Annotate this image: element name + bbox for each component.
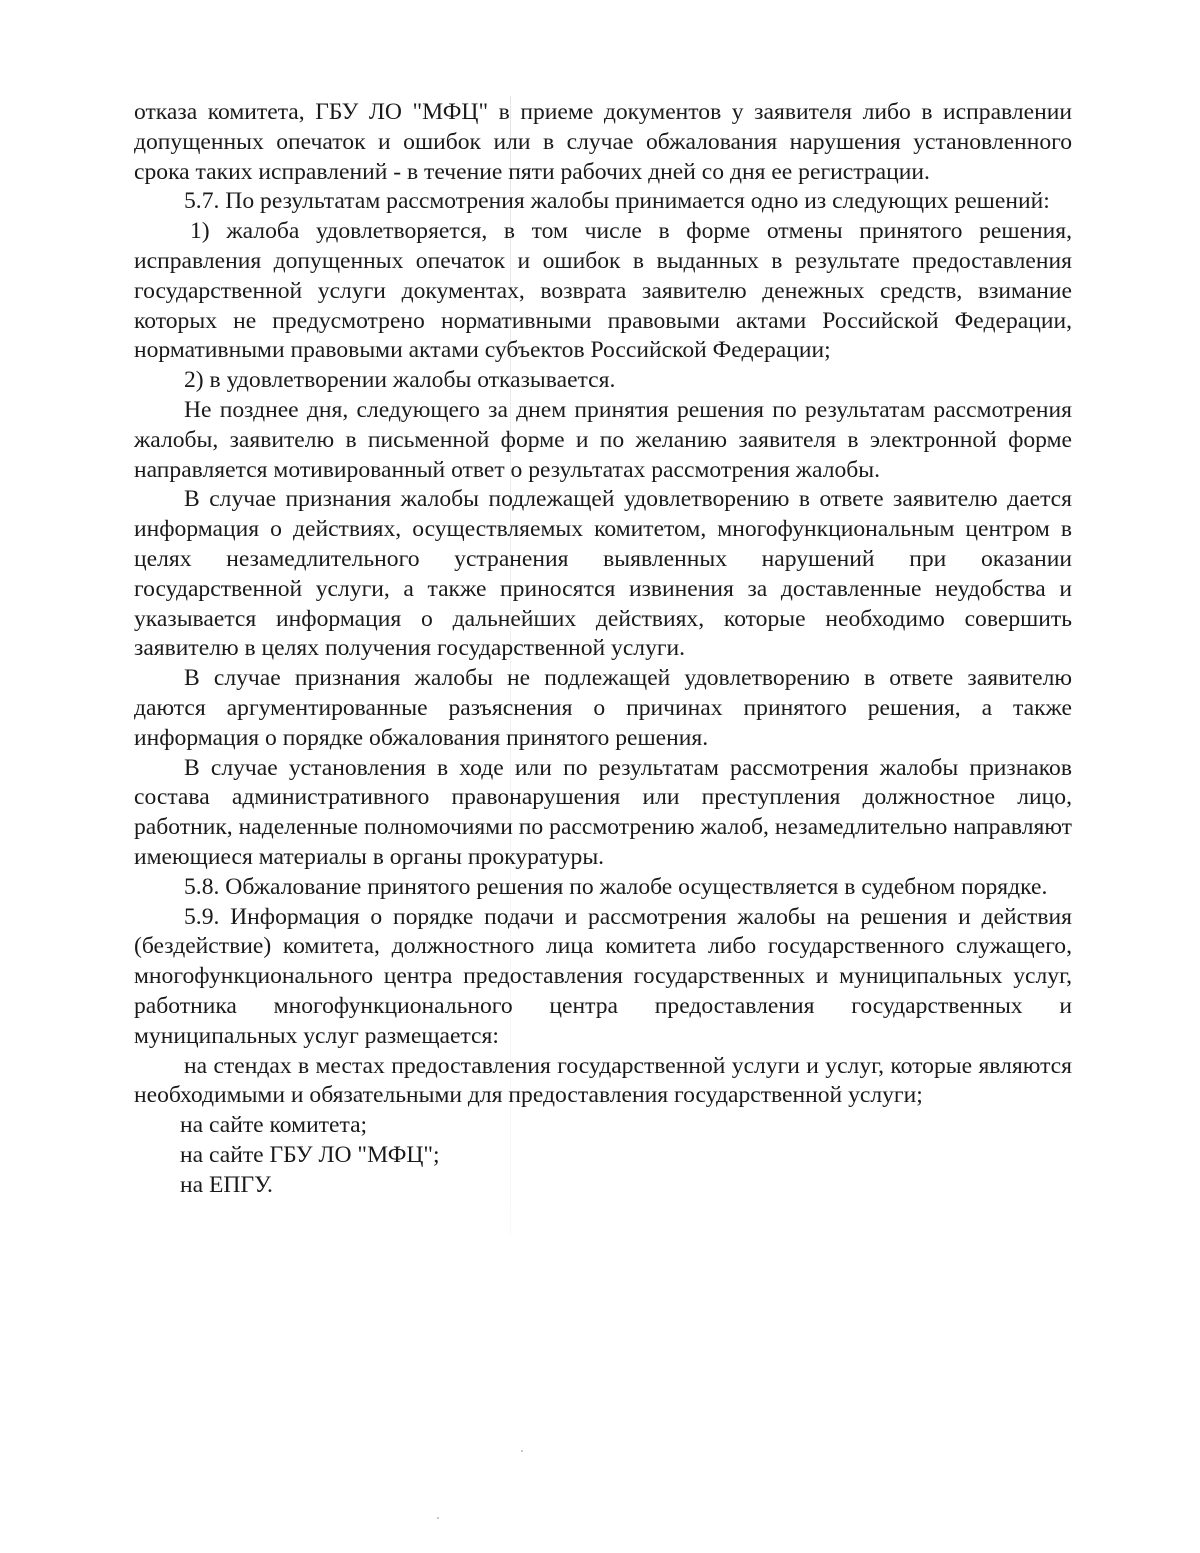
list-item-committee-site: на сайте комитета; — [180, 1112, 368, 1139]
paragraph-response-deadline: Не позднее дня, следующего за днем принятия решения по результатам рассмотрения жалобы, заявителю в письменной форме и по желанию заявителя в электронной форме направляется мотивированный ответ о результатах рассмотрения жалобы. — [134, 396, 1072, 483]
paragraph-violation-case: В случае установления в ходе или по результатам рассмотрения жалобы признаков состава административного правонарушения или преступления должностное лицо, работник, наделенные полномочиями по рассмотрению жалоб, незамедлительно направляют имеющиеся материалы в органы прокуратуры. — [134, 754, 1072, 870]
paragraph-5-9: 5.9. Информация о порядке подачи и рассмотрения жалобы на решения и действия (бездействие) комитета, должностного лица комитета либо государственного служащего, многофункционального центра предоставления государственных и муниципальных услуг, работника многофункционального центра предоставления государственных и муниципальных услуг размещается: — [134, 903, 1072, 1049]
paragraph-decision-2: 2) в удовлетворении жалобы отказывается. — [184, 367, 616, 394]
paragraph-stands: на стендах в местах предоставления государственной услуги и услуг, которые являются необходимыми и обязательными для предоставления государственной услуги; — [134, 1052, 1072, 1109]
list-item-mfc-site: на сайте ГБУ ЛО "МФЦ"; — [180, 1141, 440, 1168]
paragraph-decision-1: 1) жалоба удовлетворяется, в том числе в форме отмены принятого решения, исправления допущенных опечаток и ошибок в выданных в результате предоставления государственной услуги документах, возврата заявителю денежных средств, взимание которых не предусмотрено нормативными правовыми актами Российской Федерации, нормативными правовыми актами субъектов Российской Федерации; — [134, 218, 1072, 364]
paragraph-continuation: отказа комитета, ГБУ ЛО "МФЦ" в приеме документов у заявителя либо в исправлении допущенных опечаток и ошибок или в случае обжалования нарушения установленного срока таких исправлений - в течение пяти рабочих дней со дня ее регистрации. — [134, 99, 1072, 185]
scan-artifact-dot — [521, 1450, 523, 1452]
scan-artifact-dot — [437, 1517, 439, 1519]
document-body — [134, 98, 1072, 1200]
paragraph-5-8: 5.8. Обжалование принятого решения по жалобе осуществляется в судебном порядке. — [184, 873, 1048, 900]
paragraph-5-7: 5.7. По результатам рассмотрения жалобы принимается одно из следующих решений: — [184, 188, 1050, 215]
paragraph-rejected-case: В случае признания жалобы не подлежащей удовлетворению в ответе заявителю даются аргументированные разъяснения о причинах принятого решения, а также информация о порядке обжалования принятого решения. — [134, 665, 1072, 751]
list-item-epgu: на ЕПГУ. — [180, 1171, 273, 1198]
paragraph-satisfied-case: В случае признания жалобы подлежащей удовлетворению в ответе заявителю дается информация о действиях, осуществляемых комитетом, многофункциональным центром в целях незамедлительного устранения выявленных нарушений при оказании государственной услуги, а также приносятся извинения за доставленные неудобства и указывается информация о дальнейших действиях, которые необходимо совершить заявителю в целях получения государственной услуги. — [134, 486, 1072, 662]
